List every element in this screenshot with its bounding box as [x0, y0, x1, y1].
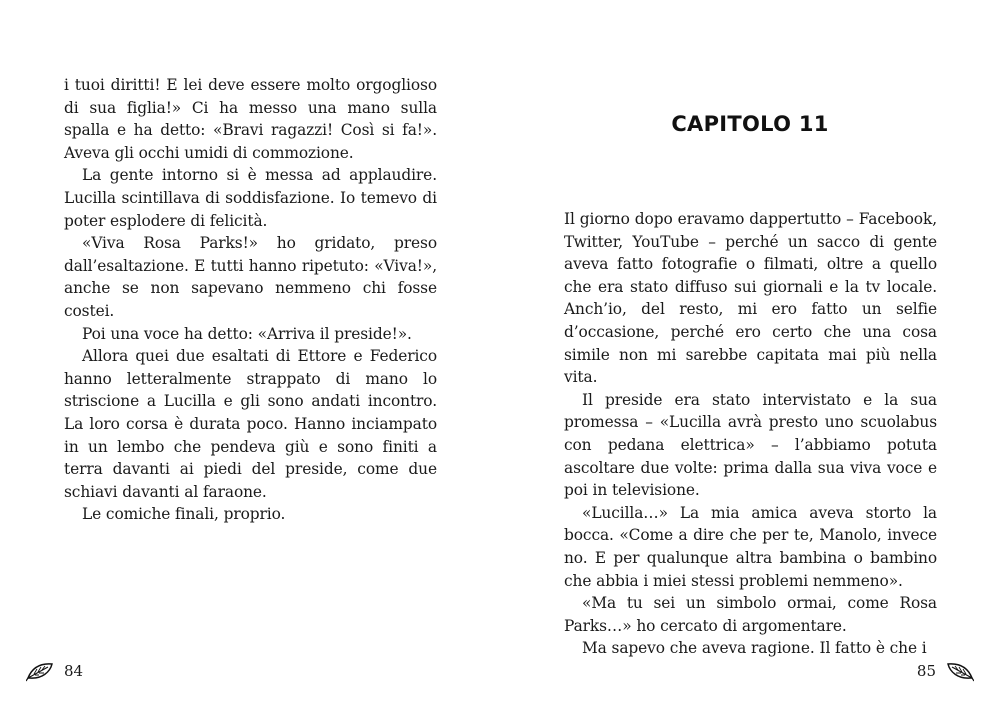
left-footer: [26, 658, 83, 684]
paragraph: Poi una voce ha detto: «Arriva il preside!».: [82, 324, 412, 343]
page-number: 85: [916, 662, 936, 680]
page-number: 84: [64, 662, 84, 680]
paragraph: «Lucilla…» La mia amica aveva storto la bocca. «Come a dire che per te, Manolo, invece no. E per qualunque altra bambina o bambino che abbia i miei stessi problemi nemmeno».: [564, 503, 937, 590]
paragraph: Le comiche finali, proprio.: [82, 505, 286, 524]
right-page: [500, 0, 1000, 714]
leaf-icon: [26, 660, 54, 682]
right-body-text: [564, 208, 937, 660]
left-body-text: [64, 74, 437, 526]
paragraph: La gente intorno si è messa ad applaudire. Lucilla scintillava di soddisfazione. Io temevo di poter esplodere di felicità.: [64, 166, 437, 230]
paragraph: «Viva Rosa Parks!» ho gridato, preso dall’esaltazione. E tutti hanno ripetuto: «Viva!», anche se non sapevano nemmeno chi fosse costei.: [64, 234, 437, 320]
paragraph: «Ma tu sei un simbolo ormai, come Rosa Parks…» ho cercato di argomentare.: [564, 594, 937, 635]
paragraph: Il preside era stato intervistato e la sua promessa – «Lucilla avrà presto uno scuolabus con pedana elettrica» – l’abbiamo potuta ascoltare due volte: prima dalla sua viva voce e poi in televisione.: [564, 390, 937, 500]
chapter-title: CAPITOLO 11: [671, 112, 829, 136]
paragraph: i tuoi diritti! E lei deve essere molto orgoglioso di sua figlia!» Ci ha messo una mano sulla spalla e ha detto: «Bravi ragazzi! Così si fa!». Aveva gli occhi umidi di commozione.: [64, 76, 437, 162]
paragraph: Il giorno dopo eravamo dappertutto – Facebook, Twitter, YouTube – perché un sacco di gente aveva fatto fotografie o filmati, oltre a quello che era stato diffuso sui giornali e la tv locale. Anch’io, del resto, mi ero fatto un selfie d’occasione, perché ero certo che una cosa simile non mi sarebbe capitata mai più nella vita.: [564, 210, 937, 387]
leaf-icon: [946, 660, 974, 682]
paragraph: Ma sapevo che aveva ragione. Il fatto è che i: [582, 639, 927, 658]
paragraph: Allora quei due esaltati di Ettore e Federico hanno letteralmente strappato di mano lo striscione a Lucilla e gli sono andati incontro. La loro corsa è durata poco. Hanno inciampato in un lembo che pendeva giù e sono finiti a terra davanti ai piedi del preside, come due schiavi davanti al faraone.: [64, 347, 437, 501]
right-footer: [917, 658, 974, 684]
